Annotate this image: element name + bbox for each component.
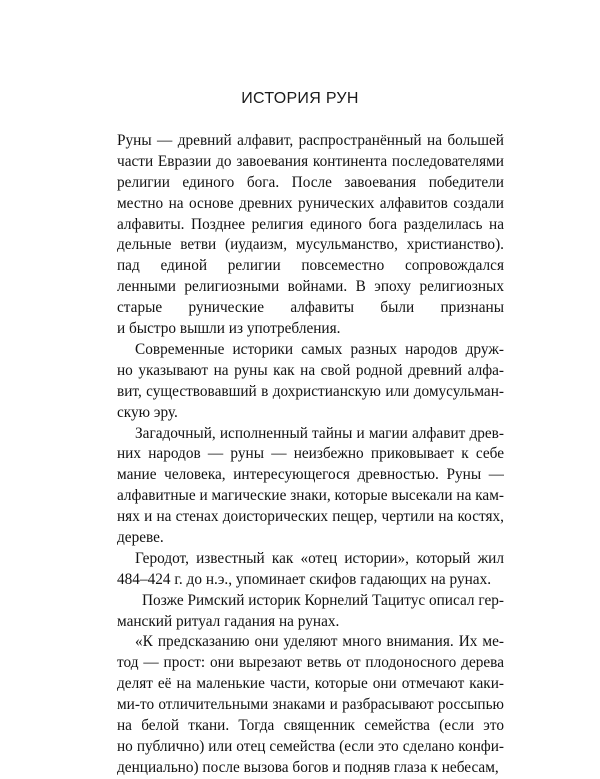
paragraph-p6 [117, 632, 504, 778]
text-line: старые рунические алфавиты были признаны [117, 299, 504, 317]
text-line: но указывают на руны как на свой родной древний алфа- [117, 361, 504, 379]
paragraph-p2 [117, 340, 504, 424]
text-line: «К предсказанию они уделяют много внимания. Их ме- [135, 633, 504, 651]
text-line: Руны — древний алфавит, распространённый на большей [117, 132, 504, 149]
text-line: ленными религиозными войнами. В эпоху религиозных [117, 278, 504, 296]
text-line: алфавитные и магические знаки, которые высекали на кам- [117, 487, 504, 505]
text-line: дельные ветви (иудаизм, мусульманство, христианство). [117, 236, 504, 254]
text-line: религии единого бога. После завоевания победители [117, 173, 504, 191]
text-line: алфавиты. Позднее религия единого бога разделилась на [117, 215, 504, 233]
chapter-heading: ИСТОРИЯ РУН [241, 90, 359, 107]
text-line: Современные историки самых разных народов друж- [135, 340, 504, 358]
paragraph-p5 [117, 591, 504, 633]
text-line: них народов — руны — неизбежно приковывает к себе [117, 445, 504, 463]
text-line: и быстро вышли из употребления. [117, 320, 341, 338]
text-line: скую эру. [117, 403, 178, 421]
text-line: Геродот, известный как «отец истории», который жил [135, 549, 504, 567]
text-line: мание человека, интересующегося древностью. Руны — [117, 466, 504, 484]
text-line: манский ритуал гадания на рунах. [117, 612, 340, 630]
text-line: денциально) после вызова богов и подняв глаза к небесам, [117, 758, 499, 776]
text-line: 484–424 г. до н.э., упоминает скифов гадающих на рунах. [117, 570, 492, 588]
paragraph-p3 [117, 424, 504, 549]
text-line: пад единой религии повсеместно сопровождался [117, 257, 504, 275]
text-line: части Евразии до завоевания континента последователями [117, 152, 504, 170]
text-line: вит, существовавший в дохристианскую или домусульман- [117, 382, 504, 400]
text-line: ми-то отличительными знаками и разбрасывают россыпью [117, 696, 504, 714]
paragraph-p1 [117, 131, 504, 340]
text-line: но публично) или отец семейства (если это сделано конфи- [117, 737, 504, 755]
text-line: местно на основе древних рунических алфавитов создали [117, 194, 504, 212]
text-line: тод — прост: они вырезают ветвь от плодоносного дерева [117, 654, 504, 672]
text-line: нях и на стенах доисторических пещер, чертили на костях, [117, 508, 504, 526]
text-line: дереве. [117, 528, 164, 546]
text-line: Позже Римский историк Корнелий Тацитус описал гер- [142, 591, 504, 609]
text-line: делят её на маленькие части, которые они отмечают каки- [117, 675, 504, 693]
text-line: на белой ткани. Тогда священник семейства (если это [117, 717, 504, 735]
text-line: Загадочный, исполненный тайны и магии алфавит древ- [135, 424, 504, 442]
body-text [117, 131, 504, 779]
paragraph-p4 [117, 549, 504, 591]
